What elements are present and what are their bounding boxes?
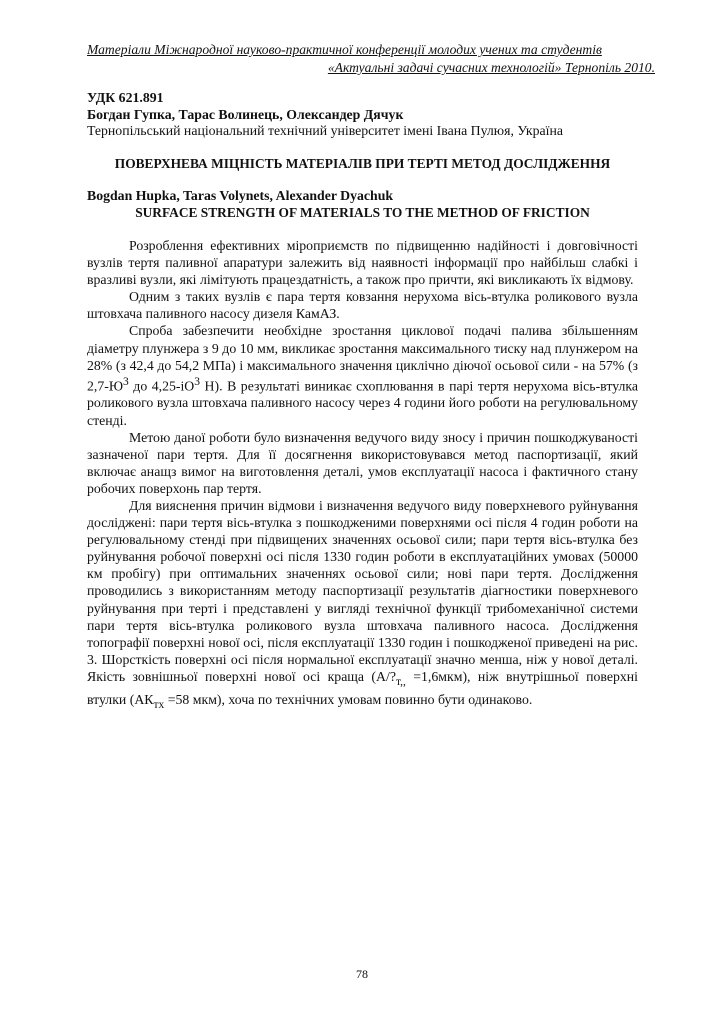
superscript-exponent-1: 3	[123, 375, 129, 388]
paragraph-3-text-a: Спроба забезпечити необхідне зростання циклової подачі палива збільшенням діаметру плунжера з 9 до 10 мм, викликає зростання максимального тиску над плунжером на 28% (з 42,4 до 54,2 МПа) і максимального значення циклічно діючої осьової сили - на 57% (з 2,7-Ю	[87, 323, 638, 394]
superscript-exponent-2: 3	[194, 375, 201, 388]
subscript-2: тх	[153, 698, 165, 711]
paragraph-2: Одним з таких вузлів є пара тертя ковзання нерухома вісь-втулка роликового вузла штовхача паливного насосу дизеля КамАЗ.	[87, 289, 638, 322]
paragraph-3-text-c: Н). В результаті виникає схоплювання в парі тертя нерухома вісь-втулка роликового вузла штовхача паливного насосу через 4 години його роботи на регулювальному стенді.	[87, 378, 638, 428]
subscript-1: т,,	[395, 675, 406, 688]
udk-code: УДК 621.891	[87, 90, 164, 105]
paragraph-4: Метою даної роботи було визначення ведучого виду зносу і причин пошкоджуваності зазначеної пари тертя. Для її досягнення використовувався метод паспортизації, який включає анащз вимог на виготовлення деталі, умов експлуатації насоса і фактичного стану робочих поверхонь пар тертя.	[87, 429, 638, 496]
paragraph-3	[87, 322, 638, 428]
paragraph-5-text-c: =58 мкм), хоча по технічних умовам повинно бути одинаково.	[164, 691, 533, 707]
title-en: SURFACE STRENGTH OF MATERIALS TO THE METHOD OF FRICTION	[135, 205, 590, 220]
paragraph-5-text-b: =1,6мкм), ніж внутрішньої поверхні втулки (АК	[87, 668, 638, 707]
authors-ua: Богдан Гупка, Тарас Волинець, Олександер Дячук	[87, 107, 404, 122]
title-ua: ПОВЕРХНЕВА МІЦНІСТЬ МАТЕРІАЛІВ ПРИ ТЕРТІ МЕТОД ДОСЛІДЖЕННЯ	[114, 156, 611, 171]
affiliation: Тернопільський національний технічний університет імені Івана Пулюя, Україна	[87, 123, 563, 138]
paragraph-5	[87, 497, 638, 714]
conference-header-line2: «Актуальні задачі сучасних технологій» Тернопіль 2010.	[327, 60, 655, 75]
authors-en: Bogdan Hupka, Taras Volynets, Alexander Dyachuk	[87, 188, 394, 203]
page-number: 78	[356, 967, 368, 981]
paragraph-1: Розроблення ефективних міроприємств по підвищенню надійності і довговічності вузлів тертя паливної апаратури залежить від наявності інформації про найбільш слабкі і вразливі вузли, які лімітують працездатність, а також про причти, які викликають їх відмову.	[87, 238, 638, 288]
paragraph-5-text-a: Для вияснення причин відмови і визначення ведучого виду поверхневого руйнування досліджені: пари тертя вісь-втулка з пошкодженими поверхнями осі після 4 годин роботи на регулювальному стенді при підвищених значеннях осьової сили; пари тертя вісь-втулка без руйнування робочої поверхні осі після 1330 годин роботи в експлуатаційних умовах (50000 км пробігу) при оптимальних значеннях осьової сили; нові пари тертя. Дослідження проводились з використанням методу паспортизації результатів діагностики поверхневого руйнування при терті і представлені у вигляді технічної функції трибомеханічної системи пари тертя вісь-втулка роликового вузла штовхача паливного насоса. Дослідження топографії поверхні нової осі, після експлуатації 1330 годин і пошкодженої приведені на рис. 3. Шорсткість поверхні осі після нормальної експлуатації значно менша, ніж у нової деталі. Якість зовнішньої поверхні нової осі краща (А/?	[87, 498, 638, 684]
conference-header-line1: Матеріали Міжнародної науково-практичної конференції молодих учених та студентів	[87, 42, 602, 57]
body-text	[87, 237, 638, 714]
paragraph-3-text-b: до 4,25-іО	[128, 378, 195, 394]
